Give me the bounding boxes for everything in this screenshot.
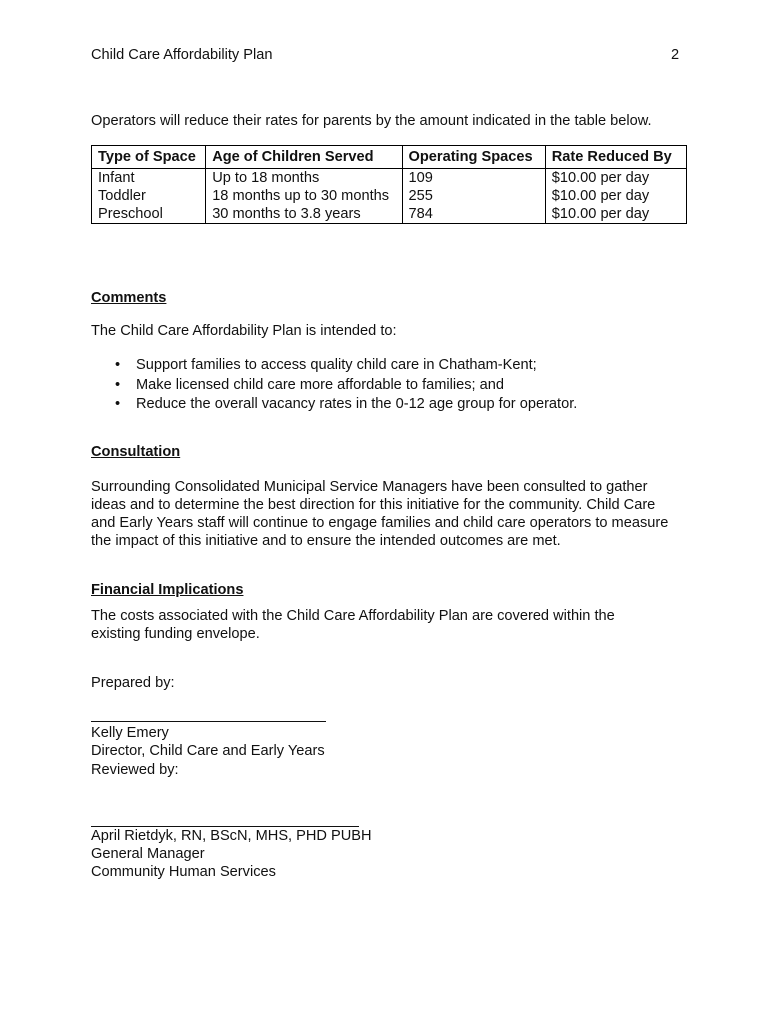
- table-row: [92, 187, 687, 205]
- table-cell: 18 months up to 30 months: [206, 187, 402, 205]
- column-header-rate: Rate Reduced By: [545, 146, 686, 169]
- list-item-text: Reduce the overall vacancy rates in the 0-12 age group for operator.: [136, 396, 578, 412]
- preparer-name: Kelly Emery: [91, 725, 169, 741]
- list-item-text: Support families to access quality child care in Chatham-Kent;: [136, 357, 537, 373]
- bullet-icon: •: [115, 376, 121, 393]
- reviewer-name: April Rietdyk, RN, BScN, MHS, PHD PUBH: [91, 828, 372, 844]
- comments-bullet-list: [91, 356, 577, 415]
- financial-body: The costs associated with the Child Care Affordability Plan are covered within the existing funding envelope.: [91, 608, 615, 642]
- table-cell: $10.00 per day: [545, 205, 686, 224]
- table-row: [92, 205, 687, 224]
- prepared-by-label: Prepared by:: [91, 675, 175, 691]
- page-number: 2: [671, 47, 680, 63]
- column-header-spaces: Operating Spaces: [402, 146, 545, 169]
- reviewed-by-label: Reviewed by:: [91, 762, 179, 778]
- table-header-row: [92, 146, 687, 169]
- list-item: [91, 395, 577, 415]
- consultation-body: Surrounding Consolidated Municipal Service Managers have been consulted to gather ideas and to determine the best direction for this initiative for the community. Child Care and Early Years staff will continue to engage families and child care operators to measure the impact of this initiative and to ensure the intended outcomes are met.: [91, 479, 669, 549]
- table-cell: Up to 18 months: [206, 169, 402, 188]
- signature-line-prepared: [91, 721, 326, 722]
- consultation-heading: Consultation: [91, 444, 181, 460]
- column-header-type: Type of Space: [92, 146, 206, 169]
- bullet-icon: •: [115, 396, 121, 412]
- comments-lead: The Child Care Affordability Plan is intended to:: [91, 323, 397, 339]
- table-cell: Preschool: [92, 205, 206, 224]
- preparer-title: Director, Child Care and Early Years: [91, 743, 325, 759]
- table-cell: $10.00 per day: [545, 187, 686, 205]
- comments-heading: Comments: [91, 290, 167, 306]
- table-cell: 784: [402, 205, 545, 224]
- column-header-age: Age of Children Served: [206, 146, 402, 169]
- table-cell: 109: [402, 169, 545, 188]
- table-cell: $10.00 per day: [545, 169, 686, 188]
- list-item-text: Make licensed child care more affordable to families; and: [136, 376, 505, 393]
- list-item: [91, 376, 577, 396]
- table-cell: Infant: [92, 169, 206, 188]
- reviewer-title: General Manager: [91, 846, 205, 862]
- table-cell: 30 months to 3.8 years: [206, 205, 402, 224]
- intro-paragraph: Operators will reduce their rates for parents by the amount indicated in the table below.: [91, 113, 652, 129]
- bullet-icon: •: [115, 357, 121, 373]
- table-cell: 255: [402, 187, 545, 205]
- running-header-title: Child Care Affordability Plan: [91, 47, 273, 63]
- financial-heading: Financial Implications: [91, 582, 244, 598]
- rates-table: [91, 145, 687, 224]
- table-row: [92, 169, 687, 188]
- list-item: [91, 356, 577, 376]
- reviewer-department: Community Human Services: [91, 864, 276, 880]
- table-cell: Toddler: [92, 187, 206, 205]
